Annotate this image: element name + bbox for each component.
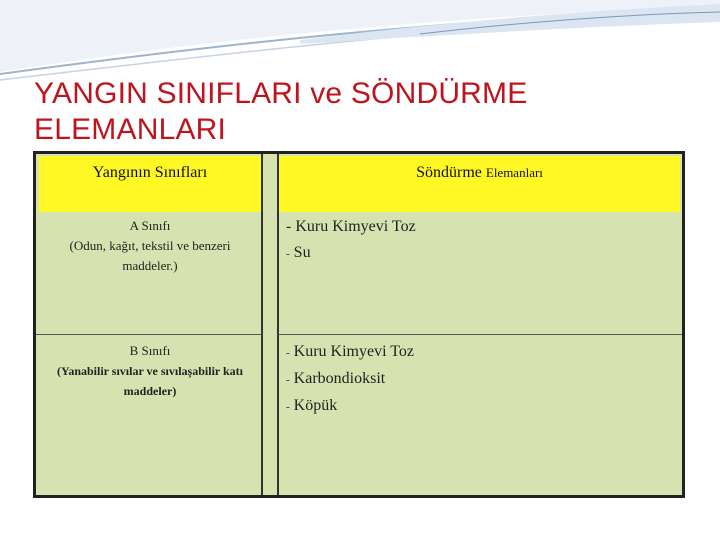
table-row-b-agents	[286, 339, 676, 420]
list-item: - Köpük	[286, 397, 338, 414]
class-a-title: A Sınıfı	[129, 218, 171, 233]
table-row-a-class	[44, 216, 256, 276]
header-left-label: Yangının Sınıfları	[92, 164, 208, 181]
list-item: - Kuru Kimyevi Toz	[286, 343, 415, 360]
header-extinguishing-agents	[279, 156, 680, 212]
table-row-b-class	[44, 341, 256, 401]
class-b-description: (Yanabilir sıvılar ve sıvılaşabilir katı maddeler)	[56, 364, 244, 398]
column-divider-left	[261, 154, 263, 495]
header-right-label: Söndürme	[416, 164, 482, 181]
list-item: - Kuru Kimyevi Toz	[286, 218, 416, 235]
header-fire-classes	[39, 156, 261, 212]
fire-classes-table	[33, 151, 685, 498]
list-item: - Su	[286, 244, 311, 261]
page-title: YANGIN SINIFLARI ve SÖNDÜRME ELEMANLARI	[34, 77, 528, 146]
row-divider-left	[36, 334, 262, 335]
class-b-title: B Sınıfı	[129, 343, 171, 358]
class-a-description: (Odun, kağıt, tekstil ve benzeri maddeler.)	[69, 238, 231, 273]
row-divider-right	[278, 334, 682, 335]
list-item: - Karbondioksit	[286, 370, 386, 387]
header-right-small-label: Elemanları	[485, 165, 543, 180]
table-row-a-agents	[286, 214, 676, 267]
column-divider-right	[277, 154, 279, 495]
